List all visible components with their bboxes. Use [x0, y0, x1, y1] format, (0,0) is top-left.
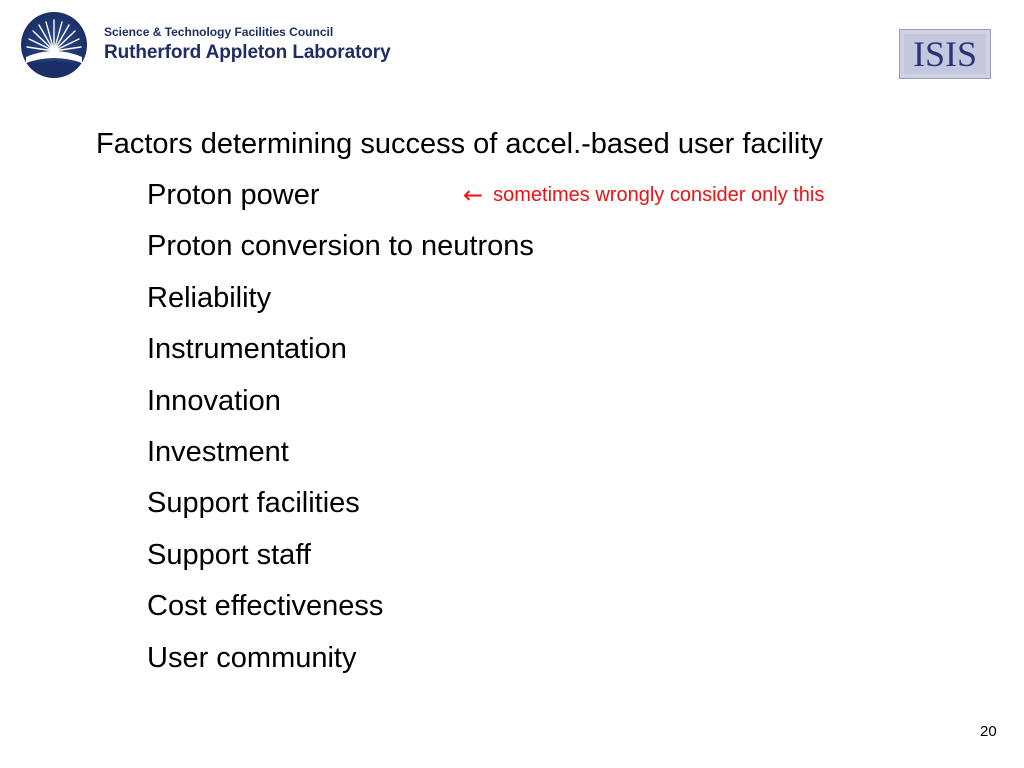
isis-logo-text: ISIS — [912, 34, 978, 74]
left-arrow-icon: ← — [463, 181, 484, 209]
factor-item-reliability: Reliability — [147, 281, 272, 314]
factor-item-investment: Investment — [147, 435, 289, 468]
factor-item-user-community: User community — [147, 641, 357, 674]
factor-item-support-facilities: Support facilities — [147, 487, 360, 520]
proton-power-annotation — [463, 178, 824, 212]
factor-item-proton-power: Proton power — [147, 179, 320, 211]
council-name: Science & Technology Facilities Council — [104, 25, 334, 39]
factor-item-proton-conversion: Proton conversion to neutrons — [147, 230, 534, 263]
factor-item-support-staff: Support staff — [147, 538, 311, 571]
lab-name: Rutherford Appleton Laboratory — [104, 42, 391, 63]
factor-item-cost-effectiveness: Cost effectiveness — [147, 590, 384, 623]
factor-item-instrumentation: Instrumentation — [147, 333, 347, 366]
factor-item-innovation: Innovation — [147, 384, 281, 417]
annotation-text: sometimes wrongly consider only this — [493, 184, 825, 206]
page-number: 20 — [980, 723, 997, 740]
slide-heading: Factors determining success of accel.-based user facility — [96, 128, 823, 160]
factor-list — [147, 175, 534, 689]
